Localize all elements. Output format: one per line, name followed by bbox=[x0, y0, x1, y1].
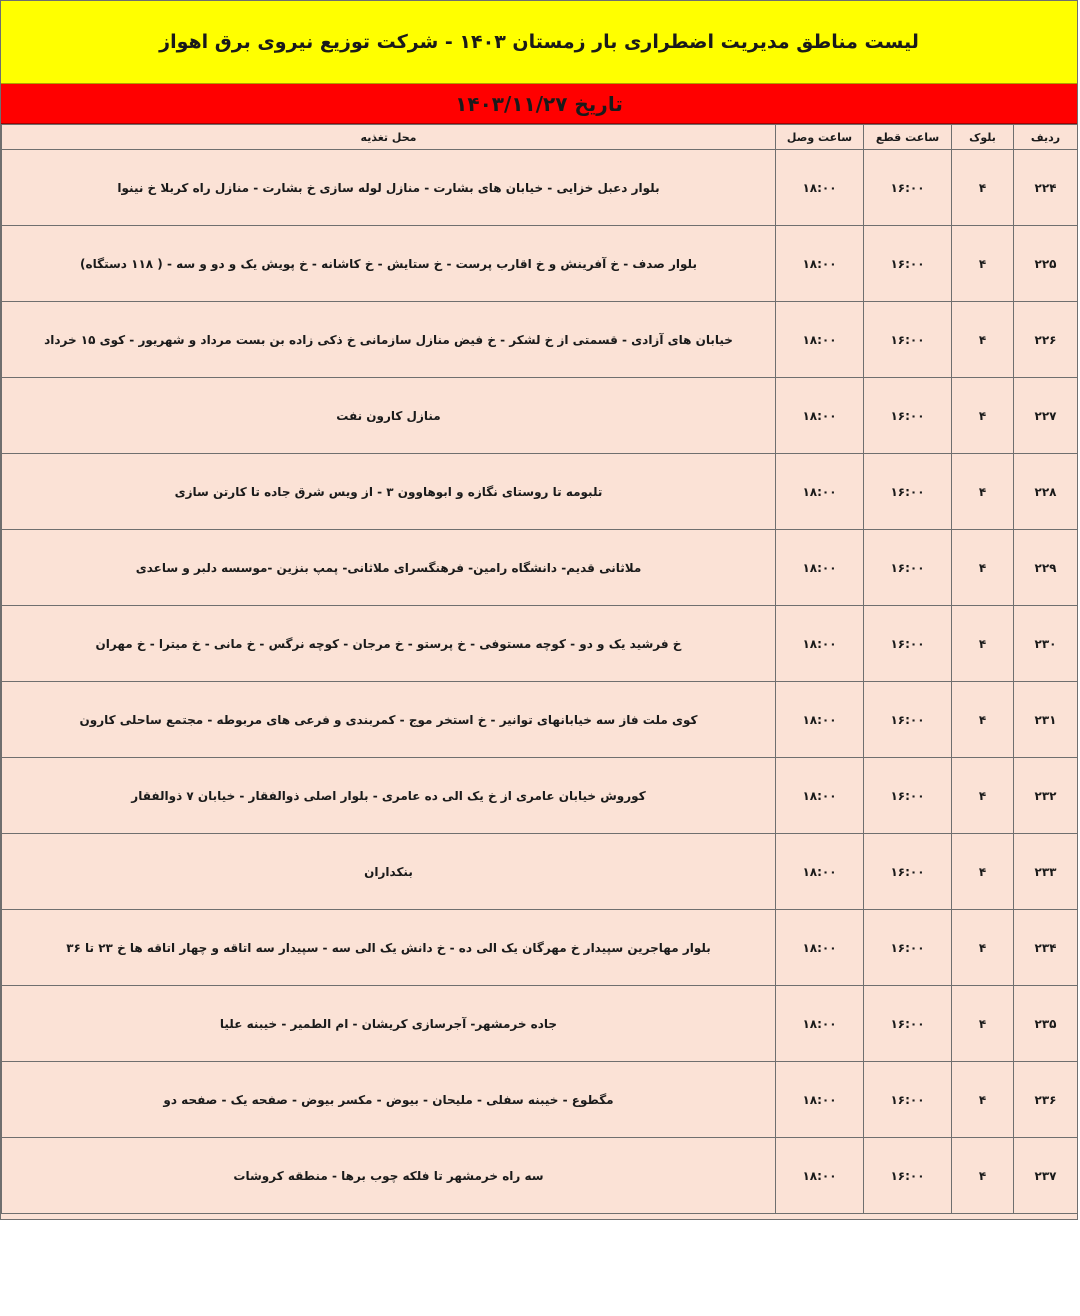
block-cell: ۴ bbox=[952, 986, 1014, 1062]
cut-time-cell: ۱۶:۰۰ bbox=[864, 910, 952, 986]
connect-time-cell: ۱۸:۰۰ bbox=[776, 910, 864, 986]
cut-time-cell: ۱۶:۰۰ bbox=[864, 834, 952, 910]
cut-time-cell: ۱۶:۰۰ bbox=[864, 1138, 952, 1214]
table-header-row bbox=[2, 125, 1078, 150]
table-row bbox=[2, 378, 1078, 454]
row-number-cell: ۲۳۶ bbox=[1014, 1062, 1078, 1138]
connect-time-cell: ۱۸:۰۰ bbox=[776, 378, 864, 454]
feed-area-cell: بلوار دعبل خزایی - خیابان های بشارت - منازل لوله سازی خ بشارت - منازل راه کربلا خ نینوا bbox=[2, 150, 776, 226]
feed-area-cell: سه راه خرمشهر تا فلکه چوب برها - منطقه کروشات bbox=[2, 1138, 776, 1214]
table-row bbox=[2, 758, 1078, 834]
table-row bbox=[2, 530, 1078, 606]
column-header-block: بلوک bbox=[952, 125, 1014, 150]
row-number-cell: ۲۲۶ bbox=[1014, 302, 1078, 378]
cut-time-cell: ۱۶:۰۰ bbox=[864, 986, 952, 1062]
cut-time-cell: ۱۶:۰۰ bbox=[864, 454, 952, 530]
feed-area-cell: کوی ملت فاز سه خیابانهای توانیر - خ استخر موج - کمربندی و فرعی های مربوطه - مجتمع ساحلی کارون bbox=[2, 682, 776, 758]
connect-time-cell: ۱۸:۰۰ bbox=[776, 302, 864, 378]
block-cell: ۴ bbox=[952, 302, 1014, 378]
block-cell: ۴ bbox=[952, 910, 1014, 986]
connect-time-cell: ۱۸:۰۰ bbox=[776, 150, 864, 226]
table-row bbox=[2, 150, 1078, 226]
block-cell: ۴ bbox=[952, 150, 1014, 226]
row-number-cell: ۲۳۷ bbox=[1014, 1138, 1078, 1214]
block-cell: ۴ bbox=[952, 1062, 1014, 1138]
table-row bbox=[2, 910, 1078, 986]
block-cell: ۴ bbox=[952, 454, 1014, 530]
row-number-cell: ۲۳۰ bbox=[1014, 606, 1078, 682]
feed-area-cell: مگطوع - خیبنه سفلی - ملیحان - بیوض - مکسر بیوض - صفحه یک - صفحه دو bbox=[2, 1062, 776, 1138]
row-number-cell: ۲۲۹ bbox=[1014, 530, 1078, 606]
connect-time-cell: ۱۸:۰۰ bbox=[776, 530, 864, 606]
table-row bbox=[2, 1138, 1078, 1214]
row-number-cell: ۲۲۵ bbox=[1014, 226, 1078, 302]
column-header-row-number: ردیف bbox=[1014, 125, 1078, 150]
block-cell: ۴ bbox=[952, 606, 1014, 682]
connect-time-cell: ۱۸:۰۰ bbox=[776, 834, 864, 910]
connect-time-cell: ۱۸:۰۰ bbox=[776, 226, 864, 302]
block-cell: ۴ bbox=[952, 378, 1014, 454]
outage-table bbox=[1, 124, 1078, 1214]
row-number-cell: ۲۳۵ bbox=[1014, 986, 1078, 1062]
feed-area-cell: خ فرشید یک و دو - کوچه مستوفی - خ پرستو - خ مرجان - کوچه نرگس - خ مانی - خ میترا - خ مهران bbox=[2, 606, 776, 682]
table-row bbox=[2, 302, 1078, 378]
connect-time-cell: ۱۸:۰۰ bbox=[776, 606, 864, 682]
feed-area-cell: خیابان های آزادی - قسمتی از خ لشکر - خ فیض منازل سازمانی خ ذکی زاده بن بست مرداد و شهریور - کوی ۱۵ خرداد bbox=[2, 302, 776, 378]
block-cell: ۴ bbox=[952, 758, 1014, 834]
table-row bbox=[2, 606, 1078, 682]
cut-time-cell: ۱۶:۰۰ bbox=[864, 150, 952, 226]
row-number-cell: ۲۲۸ bbox=[1014, 454, 1078, 530]
column-header-feed-area: محل تغذیه bbox=[2, 125, 776, 150]
feed-area-cell: منازل کارون نفت bbox=[2, 378, 776, 454]
connect-time-cell: ۱۸:۰۰ bbox=[776, 758, 864, 834]
feed-area-cell: بلوار صدف - خ آفرینش و خ اقارب پرست - خ ستایش - خ کاشانه - خ پویش یک و دو و سه - ( ۱۱۸ دستگاه) bbox=[2, 226, 776, 302]
table-row bbox=[2, 986, 1078, 1062]
page-title: لیست مناطق مدیریت اضطراری بار زمستان ۱۴۰۳ - شرکت توزیع نیروی برق اهواز bbox=[1, 1, 1077, 85]
row-number-cell: ۲۲۷ bbox=[1014, 378, 1078, 454]
cut-time-cell: ۱۶:۰۰ bbox=[864, 758, 952, 834]
table-row bbox=[2, 834, 1078, 910]
feed-area-cell: بنکداران bbox=[2, 834, 776, 910]
table-row bbox=[2, 454, 1078, 530]
row-number-cell: ۲۳۴ bbox=[1014, 910, 1078, 986]
table-body bbox=[2, 150, 1078, 1214]
connect-time-cell: ۱۸:۰۰ bbox=[776, 682, 864, 758]
row-number-cell: ۲۲۴ bbox=[1014, 150, 1078, 226]
row-number-cell: ۲۳۲ bbox=[1014, 758, 1078, 834]
cut-time-cell: ۱۶:۰۰ bbox=[864, 378, 952, 454]
row-number-cell: ۲۳۳ bbox=[1014, 834, 1078, 910]
block-cell: ۴ bbox=[952, 530, 1014, 606]
feed-area-cell: جاده خرمشهر- آجرسازی کریشان - ام الطمیر - خیبنه علیا bbox=[2, 986, 776, 1062]
block-cell: ۴ bbox=[952, 226, 1014, 302]
column-header-cut-time: ساعت قطع bbox=[864, 125, 952, 150]
block-cell: ۴ bbox=[952, 682, 1014, 758]
column-header-connect-time: ساعت وصل bbox=[776, 125, 864, 150]
table-row bbox=[2, 1062, 1078, 1138]
cut-time-cell: ۱۶:۰۰ bbox=[864, 226, 952, 302]
cut-time-cell: ۱۶:۰۰ bbox=[864, 682, 952, 758]
block-cell: ۴ bbox=[952, 834, 1014, 910]
cut-time-cell: ۱۶:۰۰ bbox=[864, 1062, 952, 1138]
feed-area-cell: بلوار مهاجرین سپیدار خ مهرگان یک الی ده - خ دانش یک الی سه - سپیدار سه اتاقه و چهار اتاقه ها خ ۲۳ تا ۳۶ bbox=[2, 910, 776, 986]
feed-area-cell: تلبومه تا روستای نگازه و ابوهاوون ۳ - از ویس شرق جاده تا کارتن سازی bbox=[2, 454, 776, 530]
table-row bbox=[2, 226, 1078, 302]
connect-time-cell: ۱۸:۰۰ bbox=[776, 454, 864, 530]
cut-time-cell: ۱۶:۰۰ bbox=[864, 530, 952, 606]
date-banner: تاریخ ۱۴۰۳/۱۱/۲۷ bbox=[1, 84, 1077, 124]
connect-time-cell: ۱۸:۰۰ bbox=[776, 1062, 864, 1138]
block-cell: ۴ bbox=[952, 1138, 1014, 1214]
table-row bbox=[2, 682, 1078, 758]
cut-time-cell: ۱۶:۰۰ bbox=[864, 606, 952, 682]
feed-area-cell: ملاثانی قدیم- دانشگاه رامین- فرهنگسرای ملاثانی- پمپ بنزین -موسسه دلبر و ساعدی bbox=[2, 530, 776, 606]
row-number-cell: ۲۳۱ bbox=[1014, 682, 1078, 758]
feed-area-cell: کوروش خیابان عامری از خ یک الی ده عامری - بلوار اصلی ذوالفقار - خیابان ۷ ذوالفقار bbox=[2, 758, 776, 834]
cut-time-cell: ۱۶:۰۰ bbox=[864, 302, 952, 378]
connect-time-cell: ۱۸:۰۰ bbox=[776, 986, 864, 1062]
connect-time-cell: ۱۸:۰۰ bbox=[776, 1138, 864, 1214]
